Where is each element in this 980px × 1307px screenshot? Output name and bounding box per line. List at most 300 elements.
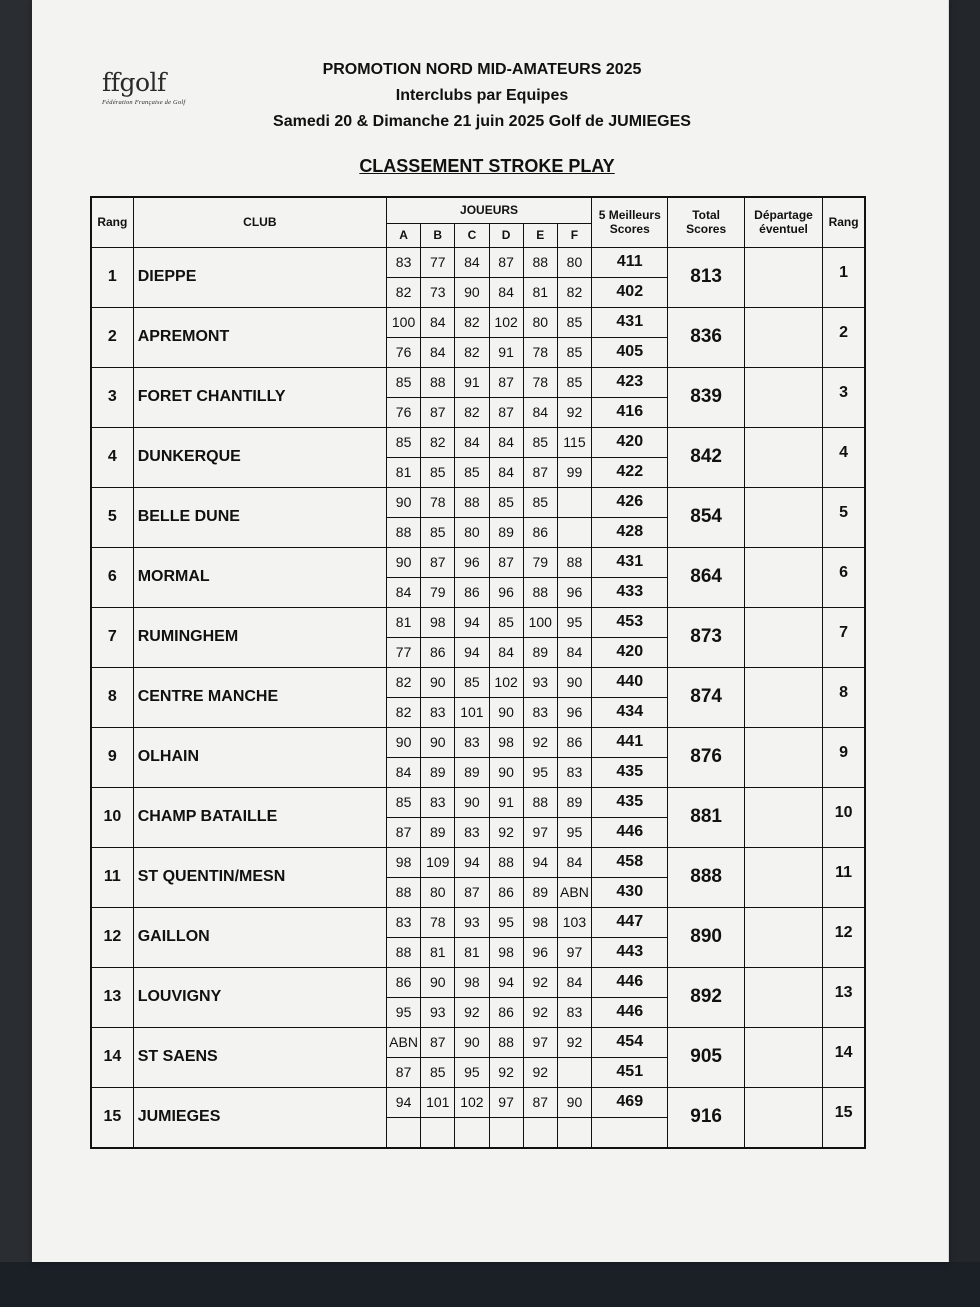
player-score: 96 — [557, 697, 591, 727]
departage-cell — [744, 787, 822, 847]
best5-score: 458 — [592, 847, 668, 877]
player-score: 92 — [489, 817, 523, 847]
departage-cell — [744, 967, 822, 1027]
header-total — [668, 197, 744, 247]
best5-score: 428 — [592, 517, 668, 547]
departage-cell — [744, 427, 822, 487]
player-score — [455, 1117, 489, 1148]
team-rank: 1 — [91, 247, 133, 307]
event-subtitle: Interclubs par Equipes — [395, 87, 569, 104]
player-score: 93 — [523, 667, 557, 697]
team-row-day1 — [91, 907, 865, 937]
player-score: 79 — [421, 577, 455, 607]
team-row-day1 — [91, 1087, 865, 1117]
team-club: CENTRE MANCHE — [133, 667, 386, 727]
player-score: 95 — [386, 997, 420, 1027]
best5-score: 447 — [592, 907, 668, 937]
player-score: 82 — [386, 667, 420, 697]
player-score: 83 — [386, 247, 420, 277]
page-crop-edge — [32, 1174, 948, 1262]
team-rank: 4 — [91, 427, 133, 487]
player-score: 83 — [557, 997, 591, 1027]
header-player-d: D — [489, 223, 523, 247]
player-score — [489, 1117, 523, 1148]
team-row-day1 — [91, 307, 865, 337]
player-score — [557, 1057, 591, 1087]
best5-score: 431 — [592, 307, 668, 337]
team-club: DIEPPE — [133, 247, 386, 307]
player-score: 103 — [557, 907, 591, 937]
player-score: 80 — [421, 877, 455, 907]
player-score: 95 — [557, 607, 591, 637]
player-score: 80 — [523, 307, 557, 337]
team-total: 839 — [668, 367, 744, 427]
player-score: 77 — [421, 247, 455, 277]
event-date-venue: Samedi 20 & Dimanche 21 juin 2025 Golf de JUMIEGES — [273, 113, 691, 130]
team-row-day1 — [91, 1027, 865, 1057]
header-departage-line1: Départage — [754, 208, 813, 223]
player-score: 85 — [421, 457, 455, 487]
player-score: 92 — [523, 727, 557, 757]
header-player-f: F — [557, 223, 591, 247]
player-score: 97 — [523, 1027, 557, 1057]
player-score: 89 — [455, 757, 489, 787]
best5-score: 443 — [592, 937, 668, 967]
best5-score: 440 — [592, 667, 668, 697]
player-score: 95 — [557, 817, 591, 847]
team-club: MORMAL — [133, 547, 386, 607]
player-score: 85 — [489, 607, 523, 637]
player-score: 87 — [489, 397, 523, 427]
player-score: 92 — [557, 397, 591, 427]
team-rank-right: 5 — [823, 487, 865, 547]
best5-score: 435 — [592, 787, 668, 817]
logo-wordmark: ffgolf — [102, 68, 166, 97]
player-score: 86 — [386, 967, 420, 997]
header-total-line1: Total — [692, 208, 721, 223]
player-score: 89 — [557, 787, 591, 817]
player-score: 81 — [421, 937, 455, 967]
player-score: 73 — [421, 277, 455, 307]
player-score: 81 — [386, 607, 420, 637]
player-score: 88 — [386, 937, 420, 967]
player-score: 92 — [557, 1027, 591, 1057]
player-score: 88 — [557, 547, 591, 577]
player-score: 84 — [455, 247, 489, 277]
player-score: 87 — [489, 247, 523, 277]
best5-score: 405 — [592, 337, 668, 367]
player-score: 92 — [455, 997, 489, 1027]
player-score: 90 — [557, 1087, 591, 1117]
player-score: 84 — [489, 427, 523, 457]
player-score: 88 — [523, 247, 557, 277]
player-score: 84 — [489, 457, 523, 487]
team-rank-right: 9 — [823, 727, 865, 787]
team-club: CHAMP BATAILLE — [133, 787, 386, 847]
player-score: 90 — [421, 727, 455, 757]
player-score: 91 — [489, 337, 523, 367]
player-score: 84 — [557, 847, 591, 877]
team-rank: 5 — [91, 487, 133, 547]
player-score: 83 — [421, 787, 455, 817]
player-score: 79 — [523, 547, 557, 577]
best5-score: 402 — [592, 277, 668, 307]
player-score: 84 — [489, 637, 523, 667]
player-score: 92 — [523, 997, 557, 1027]
player-score: 96 — [489, 577, 523, 607]
player-score: 86 — [557, 727, 591, 757]
player-score: 85 — [386, 367, 420, 397]
team-row-day1 — [91, 727, 865, 757]
header-departage — [744, 197, 822, 247]
departage-cell — [744, 487, 822, 547]
player-score: 84 — [386, 577, 420, 607]
player-score: 90 — [386, 487, 420, 517]
player-score: 82 — [386, 277, 420, 307]
best5-score: 451 — [592, 1057, 668, 1087]
team-total: 854 — [668, 487, 744, 547]
player-score: 101 — [421, 1087, 455, 1117]
departage-cell — [744, 1027, 822, 1087]
player-score: 88 — [523, 577, 557, 607]
team-rank: 2 — [91, 307, 133, 367]
team-rank-right: 3 — [823, 367, 865, 427]
player-score: 98 — [421, 607, 455, 637]
best5-score — [592, 1117, 668, 1148]
player-score: 93 — [455, 907, 489, 937]
player-score: 87 — [386, 1057, 420, 1087]
player-score: 90 — [421, 967, 455, 997]
team-rank-right: 7 — [823, 607, 865, 667]
player-score: 85 — [455, 457, 489, 487]
player-score: 99 — [557, 457, 591, 487]
header-rang-right: Rang — [823, 197, 865, 247]
team-rank-right: 8 — [823, 667, 865, 727]
player-score: 80 — [455, 517, 489, 547]
departage-cell — [744, 847, 822, 907]
player-score — [523, 1117, 557, 1148]
player-score: 98 — [386, 847, 420, 877]
player-score: 96 — [455, 547, 489, 577]
departage-cell — [744, 907, 822, 967]
team-club: RUMINGHEM — [133, 607, 386, 667]
team-row-day1 — [91, 427, 865, 457]
departage-cell — [744, 667, 822, 727]
team-row-day1 — [91, 967, 865, 997]
page-title: CLASSEMENT STROKE PLAY — [359, 156, 615, 176]
player-score: 90 — [455, 1027, 489, 1057]
team-club: ST QUENTIN/MESN — [133, 847, 386, 907]
team-rank-right: 13 — [823, 967, 865, 1027]
player-score: 81 — [455, 937, 489, 967]
team-club: APREMONT — [133, 307, 386, 367]
player-score: 101 — [455, 697, 489, 727]
player-score: 88 — [386, 877, 420, 907]
team-row-day1 — [91, 487, 865, 517]
team-total: 892 — [668, 967, 744, 1027]
player-score: 100 — [386, 307, 420, 337]
player-score: 90 — [455, 277, 489, 307]
player-score: 85 — [557, 337, 591, 367]
best5-score: 426 — [592, 487, 668, 517]
player-score: 90 — [386, 727, 420, 757]
team-total: 890 — [668, 907, 744, 967]
player-score: 90 — [421, 667, 455, 697]
player-score: 100 — [523, 607, 557, 637]
player-score: 84 — [557, 637, 591, 667]
player-score: 90 — [455, 787, 489, 817]
player-score: 82 — [455, 397, 489, 427]
player-score: 87 — [455, 877, 489, 907]
player-score: 77 — [386, 637, 420, 667]
player-score: 115 — [557, 427, 591, 457]
player-score: 82 — [386, 697, 420, 727]
team-total: 888 — [668, 847, 744, 907]
header-best5 — [592, 197, 668, 247]
player-score: 90 — [386, 547, 420, 577]
best5-score: 446 — [592, 997, 668, 1027]
player-score: 97 — [523, 817, 557, 847]
header-best5-line1: 5 Meilleurs — [598, 208, 661, 223]
team-club: OLHAIN — [133, 727, 386, 787]
player-score: 83 — [557, 757, 591, 787]
team-total: 905 — [668, 1027, 744, 1087]
best5-score: 411 — [592, 247, 668, 277]
departage-cell — [744, 547, 822, 607]
player-score: 83 — [386, 907, 420, 937]
best5-score: 420 — [592, 637, 668, 667]
player-score: 80 — [557, 247, 591, 277]
team-rank-right: 4 — [823, 427, 865, 487]
player-score: 89 — [489, 517, 523, 547]
player-score: 88 — [386, 517, 420, 547]
player-score: 85 — [557, 307, 591, 337]
header-player-e: E — [523, 223, 557, 247]
player-score: 94 — [489, 967, 523, 997]
team-club: LOUVIGNY — [133, 967, 386, 1027]
best5-score: 431 — [592, 547, 668, 577]
player-score: 98 — [523, 907, 557, 937]
player-score: 84 — [421, 307, 455, 337]
player-score: 88 — [455, 487, 489, 517]
player-score: 87 — [386, 817, 420, 847]
team-total: 836 — [668, 307, 744, 367]
player-score: 85 — [421, 1057, 455, 1087]
team-club: GAILLON — [133, 907, 386, 967]
logo-subtitle: Fédération Française de Golf — [102, 99, 186, 106]
player-score: 85 — [455, 667, 489, 697]
team-rank: 14 — [91, 1027, 133, 1087]
player-score: 96 — [523, 937, 557, 967]
header-total-line2: Scores — [686, 222, 727, 237]
player-score: 88 — [489, 1027, 523, 1057]
player-score: 85 — [421, 517, 455, 547]
team-rank: 6 — [91, 547, 133, 607]
player-score: 78 — [421, 907, 455, 937]
best5-score: 433 — [592, 577, 668, 607]
player-score: 87 — [489, 367, 523, 397]
player-score: 85 — [523, 427, 557, 457]
player-score: 82 — [421, 427, 455, 457]
player-score: 95 — [455, 1057, 489, 1087]
player-score — [386, 1117, 420, 1148]
player-score: 82 — [455, 307, 489, 337]
player-score: 89 — [523, 877, 557, 907]
player-score: 92 — [523, 1057, 557, 1087]
player-score — [557, 517, 591, 547]
player-score: 109 — [421, 847, 455, 877]
player-score: 93 — [421, 997, 455, 1027]
best5-score: 454 — [592, 1027, 668, 1057]
player-score: 87 — [523, 1087, 557, 1117]
player-score: 94 — [386, 1087, 420, 1117]
player-score: 83 — [421, 697, 455, 727]
player-score: 90 — [489, 757, 523, 787]
player-score: 78 — [523, 367, 557, 397]
player-score — [557, 487, 591, 517]
team-rank-right: 15 — [823, 1087, 865, 1148]
team-rank: 11 — [91, 847, 133, 907]
best5-score: 430 — [592, 877, 668, 907]
departage-cell — [744, 1087, 822, 1148]
team-rank-right: 12 — [823, 907, 865, 967]
player-score: 82 — [557, 277, 591, 307]
player-score: 84 — [421, 337, 455, 367]
team-total: 881 — [668, 787, 744, 847]
event-title: PROMOTION NORD MID-AMATEURS 2025 — [322, 61, 642, 78]
player-score: 90 — [557, 667, 591, 697]
player-score: 86 — [489, 997, 523, 1027]
player-score: 88 — [421, 367, 455, 397]
departage-cell — [744, 727, 822, 787]
player-score: 90 — [489, 697, 523, 727]
header-departage-line2: éventuel — [759, 222, 808, 237]
team-total: 873 — [668, 607, 744, 667]
desk-edge — [0, 1262, 980, 1307]
team-row-day1 — [91, 367, 865, 397]
player-score — [421, 1117, 455, 1148]
player-score: 94 — [455, 607, 489, 637]
team-club: BELLE DUNE — [133, 487, 386, 547]
team-rank: 3 — [91, 367, 133, 427]
departage-cell — [744, 307, 822, 367]
team-rank: 12 — [91, 907, 133, 967]
player-score: 83 — [455, 727, 489, 757]
best5-score: 469 — [592, 1087, 668, 1117]
team-total: 876 — [668, 727, 744, 787]
best5-score: 420 — [592, 427, 668, 457]
header-joueurs: JOUEURS — [386, 197, 591, 223]
team-rank-right: 10 — [823, 787, 865, 847]
player-score: 97 — [557, 937, 591, 967]
best5-score: 434 — [592, 697, 668, 727]
team-row-day1 — [91, 847, 865, 877]
departage-cell — [744, 607, 822, 667]
header-player-b: B — [421, 223, 455, 247]
player-score: 85 — [557, 367, 591, 397]
player-score: 98 — [489, 937, 523, 967]
player-score: 76 — [386, 337, 420, 367]
team-row-day1 — [91, 247, 865, 277]
header-rang: Rang — [91, 197, 133, 247]
player-score: 89 — [523, 637, 557, 667]
header-player-a: A — [386, 223, 420, 247]
player-score: 86 — [455, 577, 489, 607]
player-score: 84 — [557, 967, 591, 997]
header-club: CLUB — [133, 197, 386, 247]
team-rank: 15 — [91, 1087, 133, 1148]
results-table — [90, 196, 866, 1149]
player-score: 102 — [455, 1087, 489, 1117]
player-score: ABN — [557, 877, 591, 907]
player-score: 84 — [455, 427, 489, 457]
player-score: 88 — [523, 787, 557, 817]
team-club: JUMIEGES — [133, 1087, 386, 1148]
player-score: 86 — [489, 877, 523, 907]
player-score: 81 — [523, 277, 557, 307]
player-score: 89 — [421, 757, 455, 787]
team-row-day1 — [91, 667, 865, 697]
player-score: 84 — [489, 277, 523, 307]
player-score: 102 — [489, 667, 523, 697]
player-score: 89 — [421, 817, 455, 847]
player-score: 82 — [455, 337, 489, 367]
player-score: 92 — [523, 967, 557, 997]
player-score: 81 — [386, 457, 420, 487]
player-score: 96 — [557, 577, 591, 607]
team-total: 842 — [668, 427, 744, 487]
best5-score: 441 — [592, 727, 668, 757]
player-score: 94 — [523, 847, 557, 877]
player-score: 76 — [386, 397, 420, 427]
team-total: 813 — [668, 247, 744, 307]
best5-score: 423 — [592, 367, 668, 397]
player-score: 85 — [386, 427, 420, 457]
ffgolf-logo — [102, 68, 232, 106]
player-score: 88 — [489, 847, 523, 877]
team-rank: 8 — [91, 667, 133, 727]
player-score: 94 — [455, 637, 489, 667]
team-row-day1 — [91, 607, 865, 637]
player-score: 84 — [386, 757, 420, 787]
player-score: 98 — [455, 967, 489, 997]
team-rank: 10 — [91, 787, 133, 847]
team-row-day1 — [91, 787, 865, 817]
score-sheet — [32, 0, 949, 1262]
team-rank-right: 6 — [823, 547, 865, 607]
player-score: 84 — [523, 397, 557, 427]
best5-score: 446 — [592, 967, 668, 997]
departage-cell — [744, 247, 822, 307]
player-score: 83 — [523, 697, 557, 727]
best5-score: 453 — [592, 607, 668, 637]
player-score: 87 — [421, 397, 455, 427]
player-score: 78 — [421, 487, 455, 517]
player-score: ABN — [386, 1027, 420, 1057]
header-best5-line2: Scores — [609, 222, 650, 237]
player-score — [557, 1117, 591, 1148]
player-score: 85 — [523, 487, 557, 517]
player-score: 78 — [523, 337, 557, 367]
player-score: 83 — [455, 817, 489, 847]
team-rank-right: 14 — [823, 1027, 865, 1087]
player-score: 85 — [489, 487, 523, 517]
team-rank-right: 2 — [823, 307, 865, 367]
player-score: 98 — [489, 727, 523, 757]
team-total: 874 — [668, 667, 744, 727]
team-club: FORET CHANTILLY — [133, 367, 386, 427]
departage-cell — [744, 367, 822, 427]
